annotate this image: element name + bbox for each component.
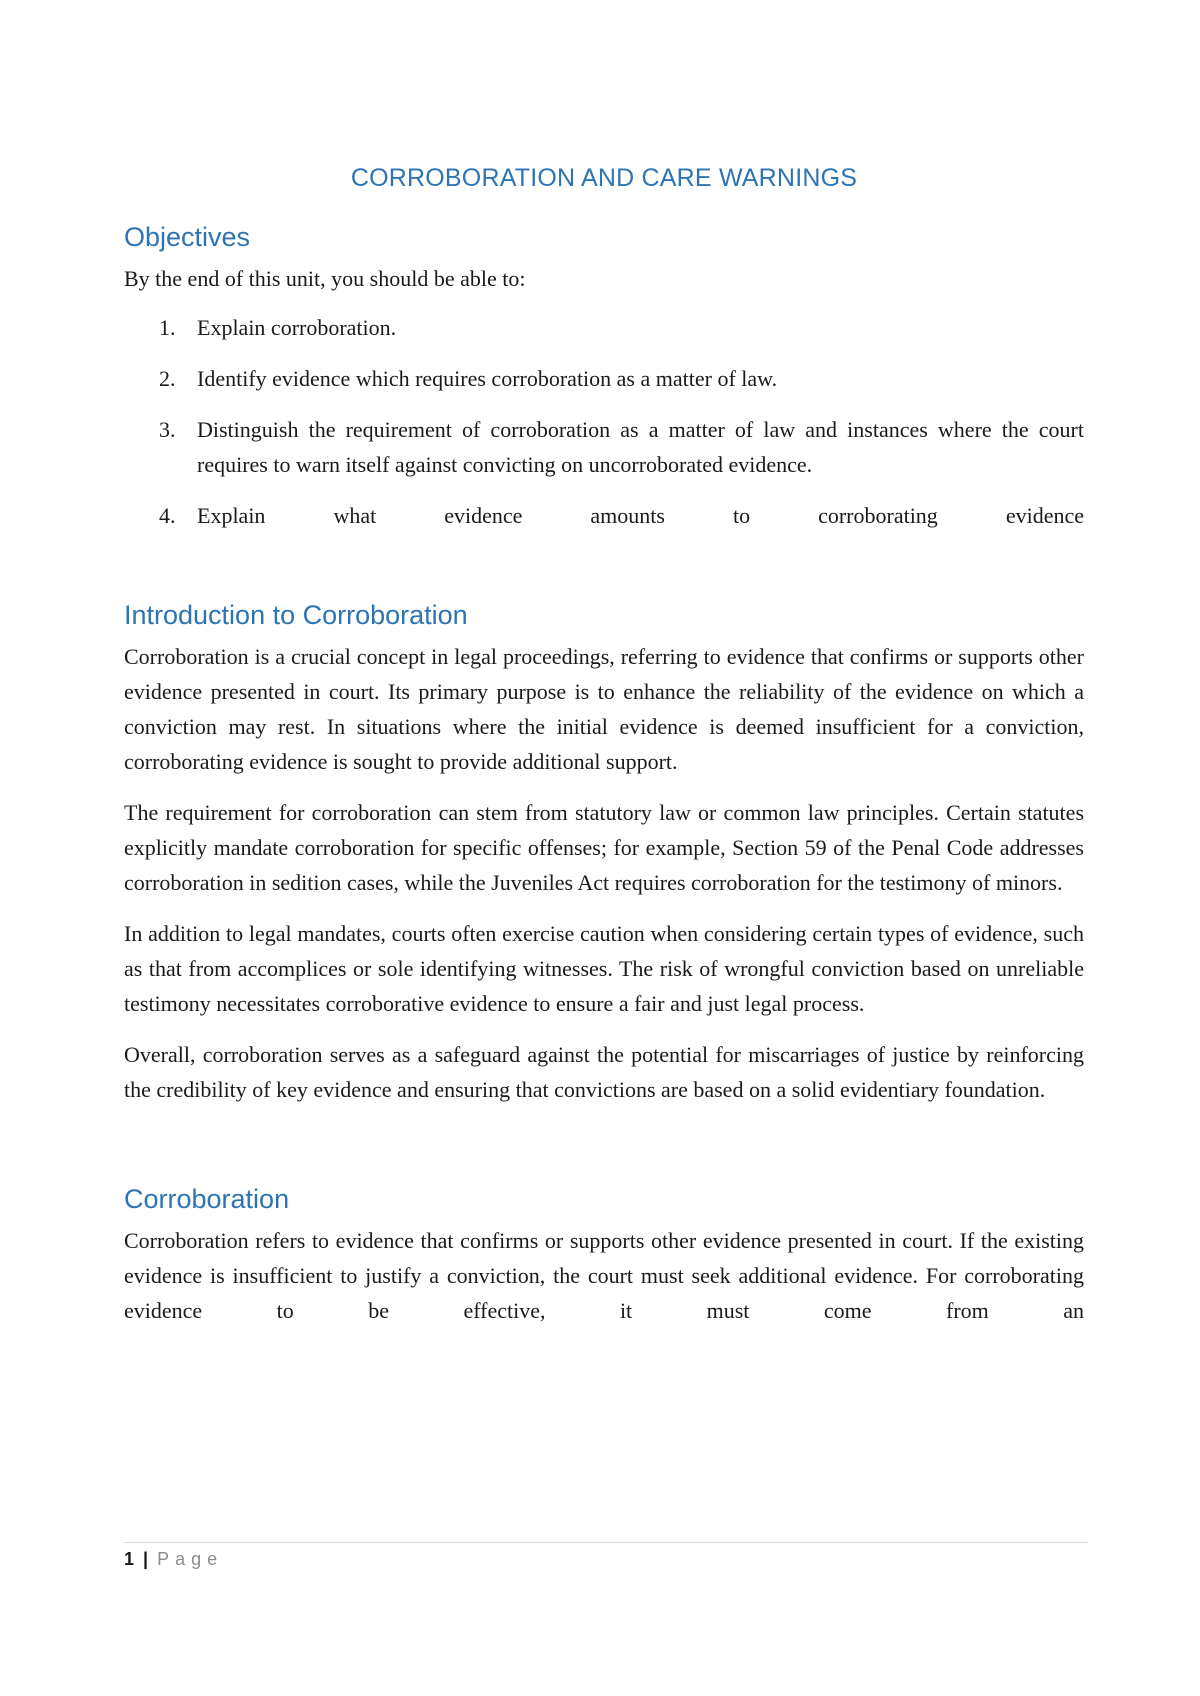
corroboration-heading: Corroboration [124,1184,290,1214]
footer-separator: | [143,1549,149,1569]
introduction-section [124,597,1084,1107]
objectives-section [124,219,1084,533]
introduction-paragraph: In addition to legal mandates, courts often exercise caution when considering certain types of evidence, such as that from accomplices or sole identifying witnesses. The risk of wrongful conviction based on unreliable testimony necessitates corroborative evidence to ensure a fair and just legal process. [124,921,1084,1016]
list-text: Distinguish the requirement of corroboration as a matter of law and instances where the court requires to warn itself against convicting on uncorroborated evidence. [197,417,1084,477]
introduction-paragraph: Overall, corroboration serves as a safeguard against the potential for miscarriages of justice by reinforcing the credibility of key evidence and ensuring that convictions are based on a solid evidentiary foundation. [124,1042,1084,1102]
corroboration-paragraph: Corroboration refers to evidence that confirms or supports other evidence presented in court. If the existing evidence is insufficient to justify a conviction, the court must seek additional evidence. For corroborating evidence to be effective, it must come from an [124,1228,1084,1323]
section-spacer [124,1123,1084,1181]
page-number: 1 [124,1549,135,1569]
document-title: CORROBORATION AND CARE WARNINGS [350,164,858,192]
objectives-heading: Objectives [124,222,251,252]
list-text: Identify evidence which requires corroboration as a matter of law. [197,366,778,391]
list-number: 4. [159,503,176,528]
list-item [124,412,1084,482]
list-number: 3. [159,417,176,442]
list-item [124,361,1084,396]
list-item [124,498,1084,533]
corroboration-section [124,1181,1084,1328]
page-content [124,164,1084,1344]
introduction-heading: Introduction to Corroboration [124,600,468,630]
list-number: 1. [159,315,176,340]
objectives-list [124,310,1084,533]
section-spacer [124,549,1084,597]
list-text: Explain what evidence amounts to corroborating evidence [197,503,1084,528]
list-item [124,310,1084,345]
page-label: Page [157,1549,224,1569]
list-text: Explain corroboration. [197,315,397,340]
introduction-paragraph: The requirement for corroboration can stem from statutory law or common law principles. Certain statutes explicitly mandate corroboration for specific offenses; for example, Section 59 of the Penal Code addresses corroboration in sedition cases, while the Juveniles Act requires corroboration for the testimony of minors. [124,800,1084,895]
page-footer [124,1542,1088,1570]
introduction-paragraph: Corroboration is a crucial concept in legal proceedings, referring to evidence that confirms or supports other evidence presented in court. Its primary purpose is to enhance the reliability of the evidence on which a conviction may rest. In situations where the initial evidence is deemed insufficient for a conviction, corroborating evidence is sought to provide additional support. [124,644,1084,774]
objectives-lead: By the end of this unit, you should be able to: [124,266,526,291]
list-number: 2. [159,366,176,391]
